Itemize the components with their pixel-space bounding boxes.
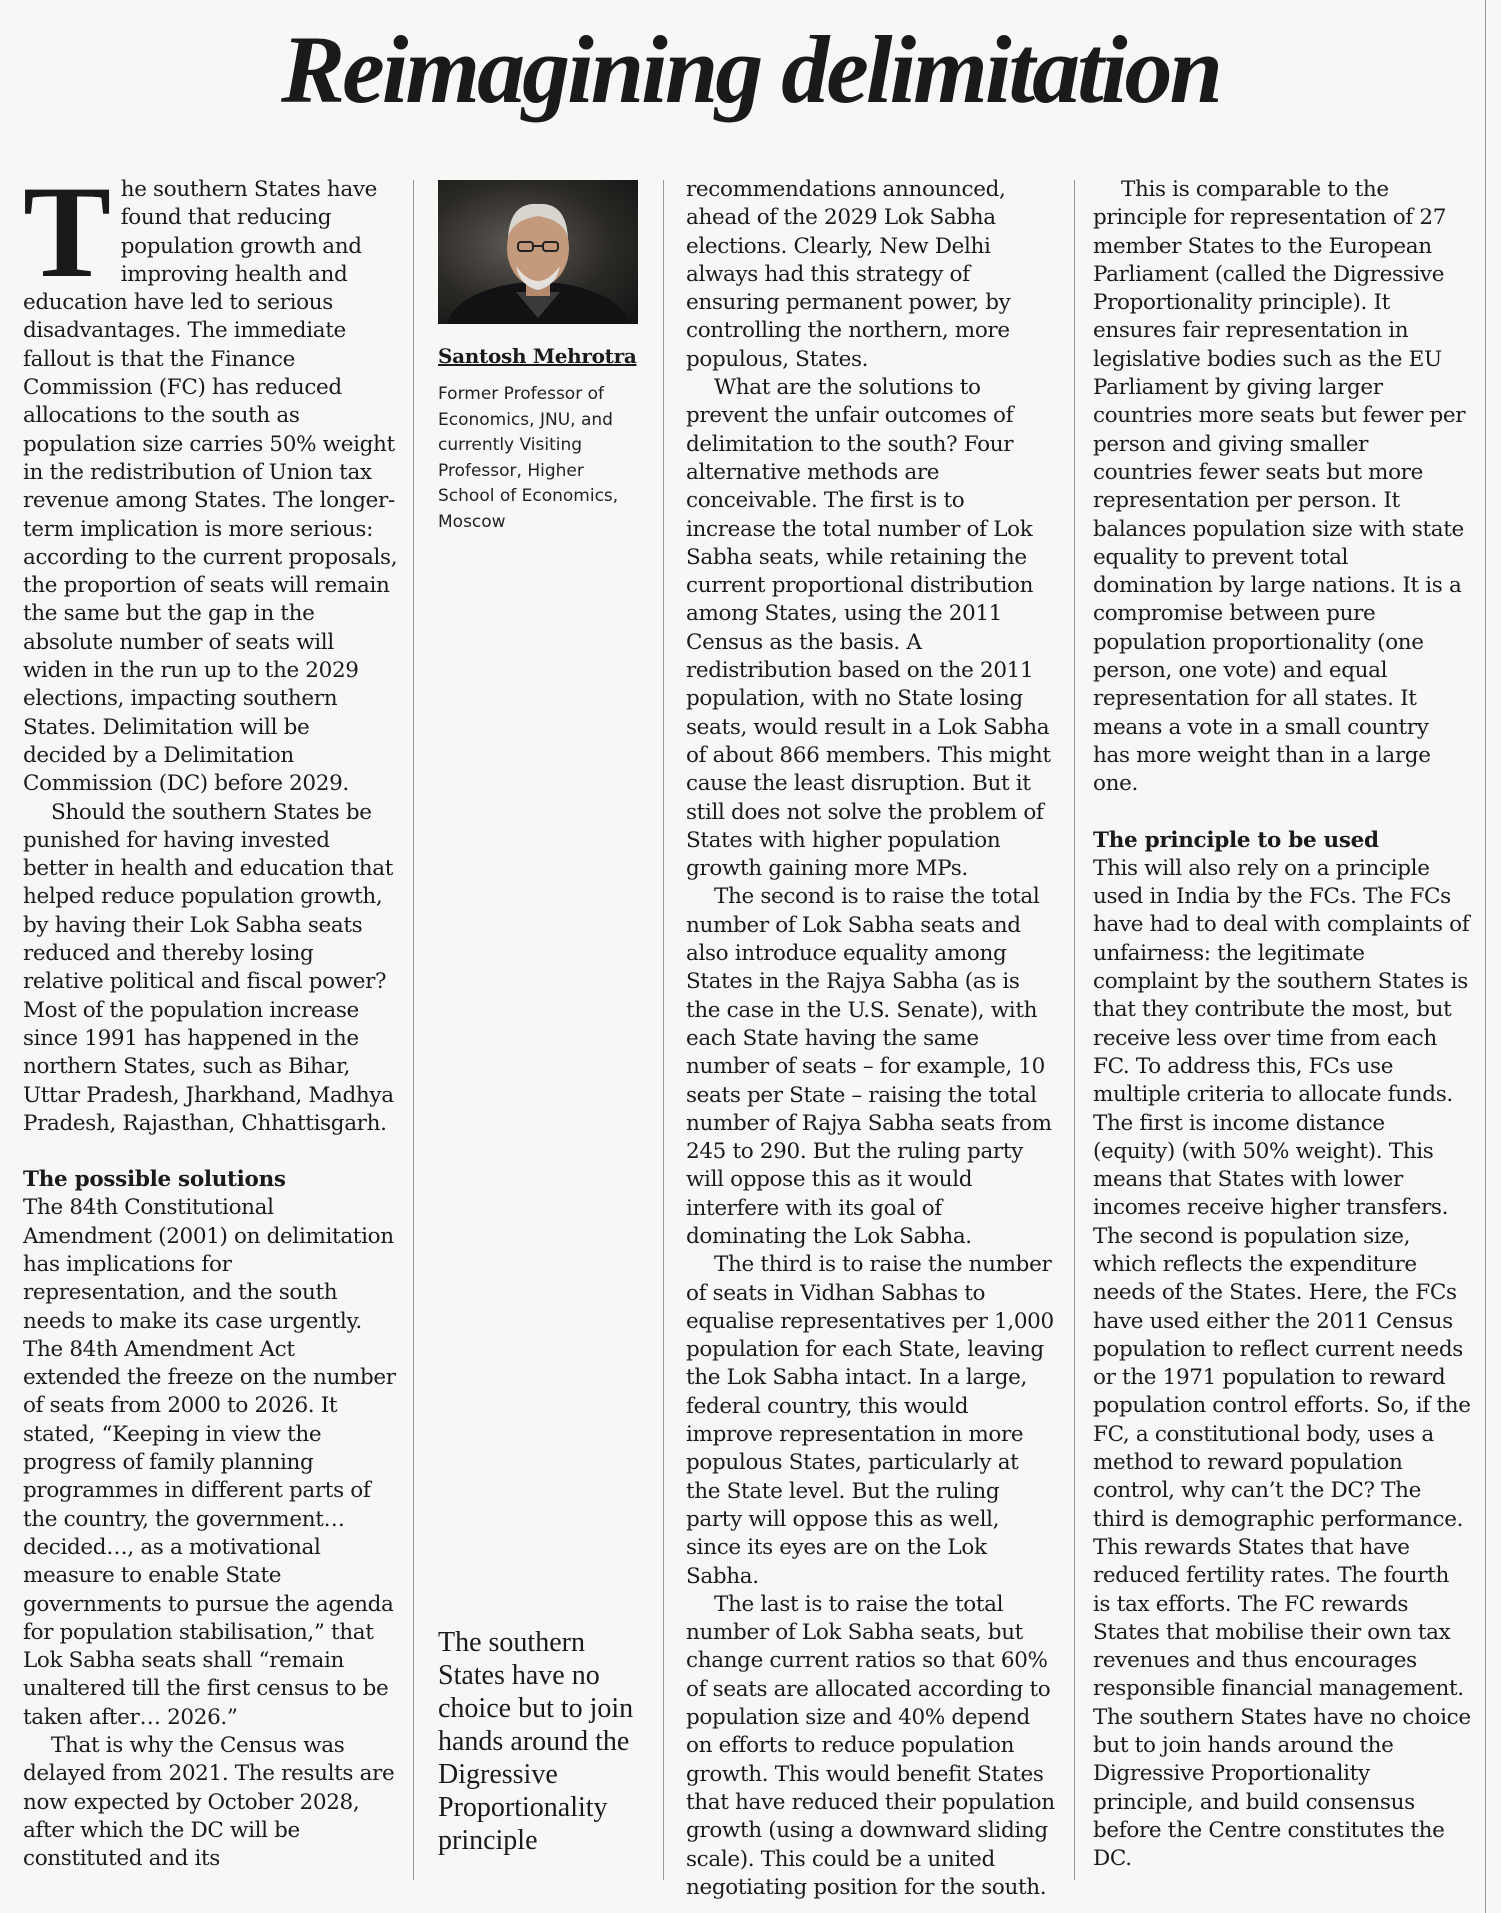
column-divider [413,180,414,1880]
drop-cap: T [23,158,111,305]
article-paragraph: recommendations announced, ahead of the 2029 Lok Sabha elections. Clearly, New Delhi always had this strategy of ensuring permanent power, by controlling the northern, more populous, States. [686,177,1011,372]
article-paragraph: The last is to raise the total number of Lok Sabha seats, but change current ratios so that 60% of seats are allocated according to population size and 40% depend on efforts to reduce population growth. This would benefit States that have reduced their population growth (using a downward sliding scale). This could be a united negotiating position for the south. [686,1591,1055,1900]
article-paragraph: The third is to raise the number of seats in Vidhan Sabhas to equalise representatives per 1,000 population for each State, leaving the Lok Sabha intact. In a large, federal country, this would improve representation in more populous States, particularly at the State level. But the ruling party will oppose this as well, since its eyes are on the Lok Sabha. [686,1252,1054,1589]
pull-quote: The southern States have no choice but to join hands around the Digressive Proportionality principle [438,1627,634,1856]
article-column-4 [1093,176,1471,1874]
author-photo [438,180,638,324]
section-heading: The principle to be used [1093,827,1379,853]
article-column-3 [686,176,1058,1902]
article-paragraph: The second is to raise the total number of Lok Sabha seats and also introduce equality among States in the Rajya Sabha (as is the case in the U.S. Senate), with each State having the same number of seats – for example, 10 seats per State – raising the total number of Rajya Sabha seats from 245 to 290. But the ruling party will oppose this as it would interfere with its goal of dominating the Lok Sabha. [686,884,1052,1249]
column-divider [663,180,664,1880]
article-paragraph: What are the solutions to prevent the unfair outcomes of delimitation to the south? Four alternative methods are conceivable. The first is to increase the total number of Lok Sabha seats, while retaining the current proportional distribution among States, using the 2011 Census as the basis. A redistribution based on the 2011 population, with no State losing seats, would result in a Lok Sabha of about 866 members. This might cause the least disruption. But it still does not solve the problem of States with higher population growth gaining more MPs. [686,375,1051,882]
article-paragraph: This is comparable to the principle for representation of 27 member States to the European Parliament (called the Digressive Proportionality principle). It ensures fair representation in legislative bodies such as the EU Parliament by giving larger countries more seats but fewer per person and giving smaller countries fewer seats but more representation per person. It balances population size with state equality to prevent total domination by large nations. It is a compromise between pure population proportionality (one person, one vote) and equal representation for all states. It means a vote in a small country has more weight than in a large one. [1093,177,1466,797]
article-column-1 [23,158,398,1874]
column-divider [1074,180,1075,1880]
article-paragraph: The southern States have found that reducing population growth and improving health and education have led to serious disadvantages. The immediate fallout is that the Finance Commission (FC) has reduced allocations to the south as population size carries 50% weight in the redistribution of Union tax revenue among States. The longer-term implication is more serious: according to the current proposals, the proportion of seats will remain the same but the gap in the absolute number of seats will widen in the run up to the 2029 elections, impacting southern States. Delimitation will be decided by a Delimitation Commission (DC) before 2029. [23,158,398,797]
author-box [438,180,638,535]
author-name: Santosh Mehrotra [438,344,637,368]
section-heading: The possible solutions [23,1167,286,1193]
article-paragraph: That is why the Census was delayed from 2021. The results are now expected by October 2028, after which the DC will be constituted and its [23,1733,395,1872]
headline: Reimagining delimitation [281,16,1220,123]
article-paragraph: The 84th Constitutional Amendment (2001) on delimitation has implications for representation, and the south needs to make its case urgently. The 84th Amendment Act extended the freeze on the number of seats from 2000 to 2026. It stated, “Keeping in view the progress of family planning programmes in different parts of the country, the government… decided…, as a motivational measure to enable State governments to pursue the agenda for population stabilisation,” that Lok Sabha seats shall “remain unaltered till the first census to be taken after… 2026.” [23,1195,396,1730]
author-bio: Former Professor of Economics, JNU, and currently Visiting Professor, Higher School of Economics, Moscow [438,384,619,532]
article-paragraph: Should the southern States be punished for having invested better in health and education that helped reduce population growth, by having their Lok Sabha seats reduced and thereby losing relative political and fiscal power? Most of the population increase since 1991 has happened in the northern States, such as Bihar, Uttar Pradesh, Jharkhand, Madhya Pradesh, Rajasthan, Chhattisgarh. [23,799,394,1136]
column-divider [1485,0,1486,1913]
article-paragraph: This will also rely on a principle used in India by the FCs. The FCs have had to deal with complaints of unfairness: the legitimate complaint by the southern States is that they contribute the most, but receive less over time from each FC. To address this, FCs use multiple criteria to allocate funds. The first is income distance (equity) (with 50% weight). This means that States with lower incomes receive higher transfers. The second is population size, which reflects the expenditure needs of the States. Here, the FCs have used either the 2011 Census population to reflect current needs or the 1971 population to reward population control efforts. So, if the FC, a constitutional body, uses a method to reward population control, why can’t the DC? The third is demographic performance. This rewards States that have reduced fertility rates. The fourth is tax efforts. The FC rewards States that mobilise their own tax revenues and thus encourages responsible financial management. The southern States have no choice but to join hands around the Digressive Proportionality principle, and build consensus before the Centre constitutes the DC. [1093,855,1471,1872]
